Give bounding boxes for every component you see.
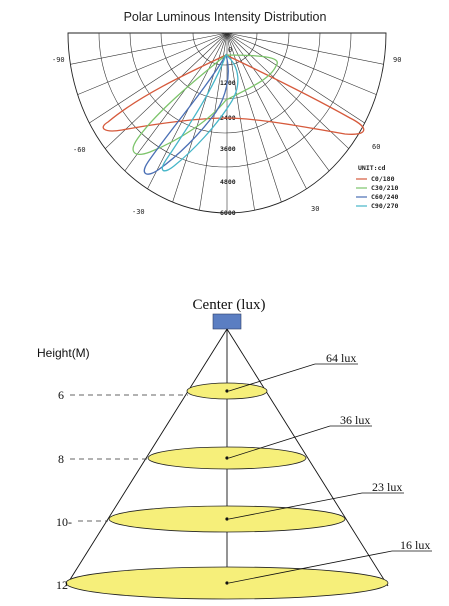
radial-label: 3600 bbox=[220, 145, 236, 153]
polar-legend bbox=[356, 164, 398, 210]
angle-label-right-60: 60 bbox=[372, 143, 381, 151]
polar-spoke bbox=[125, 33, 227, 171]
disc-center-point bbox=[225, 581, 228, 584]
cone-title: Center (lux) bbox=[192, 297, 266, 313]
angle-label-0: 0 bbox=[228, 46, 233, 54]
height-axis-label: Height(M) bbox=[37, 346, 90, 360]
lux-label-36: 36 lux bbox=[340, 413, 371, 427]
disc-center-point bbox=[225, 456, 228, 459]
legend-label: C0/180 bbox=[371, 175, 395, 183]
angle-label-left-90: -90 bbox=[52, 56, 65, 64]
height-label-8: 8 bbox=[58, 452, 64, 466]
curve-c0-180 bbox=[103, 55, 364, 134]
radial-label: 4800 bbox=[220, 178, 236, 186]
lux-label-64: 64 lux bbox=[326, 351, 357, 365]
disc-center-point bbox=[225, 517, 228, 520]
height-label-6: 6 bbox=[58, 388, 64, 402]
lux-label-16: 16 lux bbox=[400, 538, 431, 552]
disc-center-point bbox=[225, 389, 228, 392]
lamp-icon bbox=[213, 314, 241, 329]
angle-label-right-90: 90 bbox=[393, 56, 402, 64]
callout-line bbox=[229, 364, 315, 391]
radial-label: 1200 bbox=[220, 79, 236, 87]
polar-ring bbox=[161, 33, 289, 99]
legend-label: C30/210 bbox=[371, 184, 399, 192]
angle-label-left-30: -30 bbox=[132, 208, 145, 216]
legend-label: C90/270 bbox=[371, 202, 399, 210]
polar-title: Polar Luminous Intensity Distribution bbox=[123, 10, 327, 24]
polar-spoke bbox=[227, 33, 376, 95]
height-label-12: 12 bbox=[56, 578, 68, 592]
height-label-10: 10- bbox=[56, 515, 72, 529]
radial-label: 6000 bbox=[220, 209, 236, 217]
angle-label-right-30: 30 bbox=[311, 205, 320, 213]
unit-label: UNIT:cd bbox=[358, 164, 386, 172]
legend-label: C60/240 bbox=[371, 193, 399, 201]
lux-label-23: 23 lux bbox=[372, 480, 403, 494]
angle-label-left-60: -60 bbox=[73, 146, 86, 154]
polar-spoke bbox=[78, 33, 227, 95]
radial-label: 2400 bbox=[220, 114, 236, 122]
polar-spoke bbox=[227, 33, 329, 171]
